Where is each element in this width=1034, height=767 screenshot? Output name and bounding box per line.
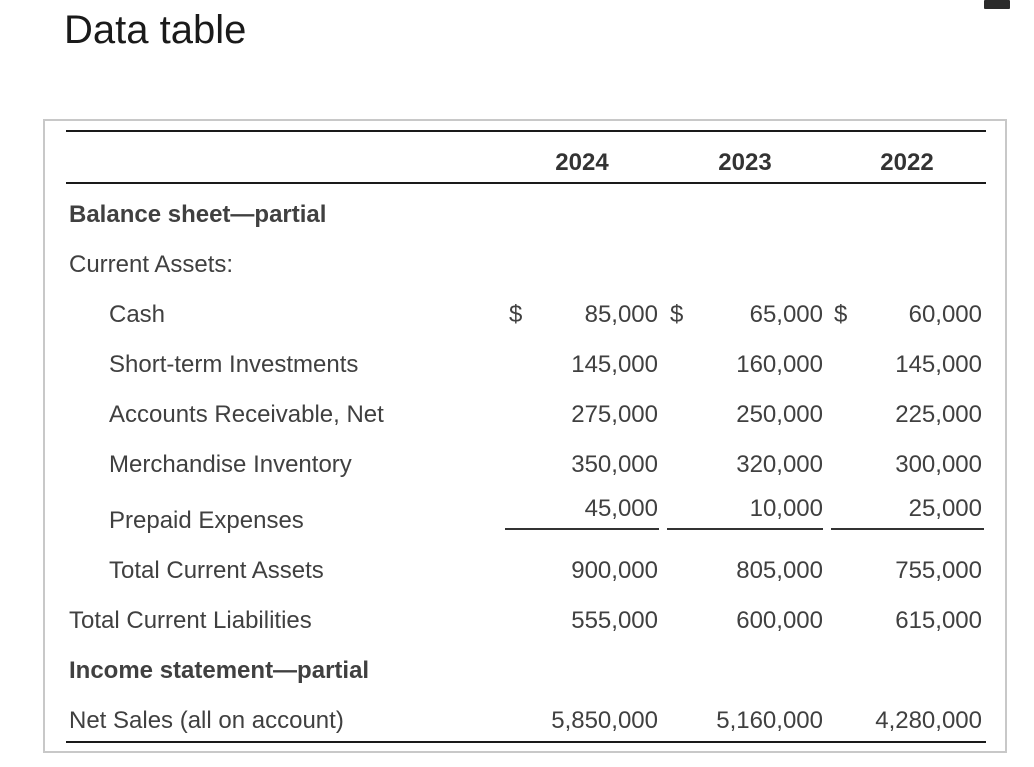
currency-symbol: $ bbox=[670, 301, 684, 328]
section-current-assets: Current Assets: bbox=[69, 251, 234, 278]
row-label-total-current-assets: Total Current Assets bbox=[109, 557, 324, 584]
cell-cash-2022: 60,000 bbox=[908, 301, 982, 328]
section-income-statement: Income statement—partial bbox=[69, 657, 370, 684]
cell-merchandise-inventory-2023: 320,000 bbox=[736, 451, 823, 478]
cell-net-sales-2023: 5,160,000 bbox=[716, 707, 823, 734]
cell-short-term-investments-2023: 160,000 bbox=[736, 351, 823, 378]
column-header-2023: 2023 bbox=[718, 149, 772, 176]
column-header-2022: 2022 bbox=[880, 149, 934, 176]
cell-total-current-liabilities-2022: 615,000 bbox=[895, 607, 982, 634]
subtotal-rule-2023 bbox=[667, 528, 823, 530]
header-underline bbox=[66, 182, 986, 184]
row-label-short-term-investments: Short-term Investments bbox=[109, 351, 359, 378]
row-label-merchandise-inventory: Merchandise Inventory bbox=[109, 451, 352, 478]
cell-prepaid-expenses-2023: 10,000 bbox=[749, 495, 823, 522]
subtotal-rule-2024 bbox=[505, 528, 659, 530]
cell-total-current-liabilities-2023: 600,000 bbox=[736, 607, 823, 634]
cell-net-sales-2024: 5,850,000 bbox=[551, 707, 658, 734]
cell-total-current-assets-2022: 755,000 bbox=[895, 557, 982, 584]
table-bottom-rule bbox=[66, 741, 986, 743]
minimize-icon[interactable] bbox=[984, 0, 1010, 9]
section-balance-sheet: Balance sheet—partial bbox=[69, 201, 327, 228]
cell-short-term-investments-2022: 145,000 bbox=[895, 351, 982, 378]
cell-merchandise-inventory-2022: 300,000 bbox=[895, 451, 982, 478]
cell-prepaid-expenses-2022: 25,000 bbox=[908, 495, 982, 522]
table-top-rule bbox=[66, 130, 986, 132]
row-label-total-current-liabilities: Total Current Liabilities bbox=[69, 607, 312, 634]
cell-merchandise-inventory-2024: 350,000 bbox=[571, 451, 658, 478]
currency-symbol: $ bbox=[834, 301, 848, 328]
column-header-2024: 2024 bbox=[555, 149, 609, 176]
cell-short-term-investments-2024: 145,000 bbox=[571, 351, 658, 378]
cell-cash-2023: 65,000 bbox=[749, 301, 823, 328]
row-label-accounts-receivable: Accounts Receivable, Net bbox=[109, 401, 384, 428]
row-label-cash: Cash bbox=[109, 301, 166, 328]
currency-symbol: $ bbox=[509, 301, 523, 328]
cell-total-current-assets-2023: 805,000 bbox=[736, 557, 823, 584]
cell-accounts-receivable-2022: 225,000 bbox=[895, 401, 982, 428]
cell-prepaid-expenses-2024: 45,000 bbox=[584, 495, 658, 522]
page-title: Data table bbox=[64, 8, 247, 52]
cell-total-current-liabilities-2024: 555,000 bbox=[571, 607, 658, 634]
row-label-prepaid-expenses: Prepaid Expenses bbox=[109, 507, 304, 534]
row-label-net-sales: Net Sales (all on account) bbox=[69, 707, 344, 734]
cell-accounts-receivable-2024: 275,000 bbox=[571, 401, 658, 428]
cell-net-sales-2022: 4,280,000 bbox=[875, 707, 982, 734]
cell-cash-2024: 85,000 bbox=[584, 301, 658, 328]
subtotal-rule-2022 bbox=[831, 528, 984, 530]
cell-total-current-assets-2024: 900,000 bbox=[571, 557, 658, 584]
cell-accounts-receivable-2023: 250,000 bbox=[736, 401, 823, 428]
